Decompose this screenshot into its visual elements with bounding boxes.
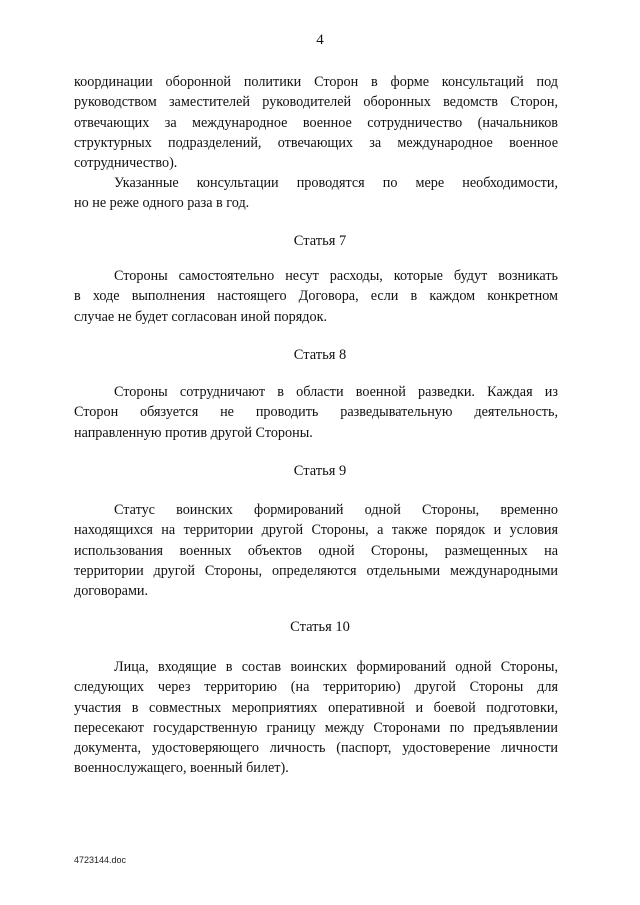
text-line: территории другой Стороны, определяются отдельными международными — [74, 562, 558, 579]
article-10-text — [74, 657, 558, 779]
text-line: использования военных объектов одной Стороны, размещенных на — [74, 542, 558, 559]
text-line: Статус воинских формирований одной Стороны, временно — [114, 502, 558, 518]
text-line: структурных подразделений, отвечающих за международное военное — [74, 134, 558, 151]
text-line: но не реже одного раза в год. — [74, 195, 250, 212]
text-line: координации оборонной политики Сторон в форме консультаций под — [74, 74, 558, 90]
text-line: в ходе выполнения настоящего Договора, если в каждом конкретном — [74, 288, 558, 305]
text-line: документа, удостоверяющего личность (паспорт, удостоверение личности — [74, 740, 558, 757]
paragraph-continuation — [74, 72, 558, 173]
text-line: Сторон обязуется не проводить разведывательную деятельность, — [74, 404, 558, 421]
page-number: 4 — [316, 32, 324, 48]
text-line: следующих через территорию (на территорию) другой Стороны для — [74, 679, 558, 696]
text-line: сотрудничество). — [74, 155, 178, 172]
text-line: случае не будет согласован иной порядок. — [74, 308, 328, 325]
article-10-heading: Статья 10 — [290, 619, 350, 635]
text-line: пересекают государственную границу между Сторонами по предъявлении — [74, 719, 558, 736]
text-line: Лица, входящие в состав воинских формирований одной Стороны, — [114, 659, 558, 675]
article-8-heading: Статья 8 — [293, 347, 347, 363]
article-8-text — [74, 382, 558, 443]
text-line: военнослужащего, военный билет). — [74, 760, 289, 777]
text-line: Указанные консультации проводятся по мере необходимости, — [114, 175, 558, 191]
text-line: руководством заместителей руководителей оборонных ведомств Сторон, — [74, 94, 558, 111]
text-line: участия в совместных мероприятиях оперативной и боевой подготовки, — [74, 699, 558, 716]
text-line: Стороны сотрудничают в области военной разведки. Каждая из — [114, 384, 558, 400]
article-9-text — [74, 500, 558, 601]
text-line: отвечающих за международное военное сотрудничество (начальников — [74, 114, 558, 131]
article-7-heading: Статья 7 — [293, 233, 347, 249]
text-line: направленную против другой Стороны. — [74, 424, 313, 441]
article-7-text — [74, 266, 558, 327]
paragraph-consultations — [74, 173, 558, 214]
article-9-heading: Статья 9 — [293, 463, 347, 479]
text-line: договорами. — [74, 583, 149, 600]
document-filename: 4723144.doc — [74, 855, 127, 865]
text-line: Стороны самостоятельно несут расходы, которые будут возникать — [114, 268, 558, 284]
text-line: находящихся на территории другой Стороны, а также порядок и условия — [74, 522, 558, 539]
